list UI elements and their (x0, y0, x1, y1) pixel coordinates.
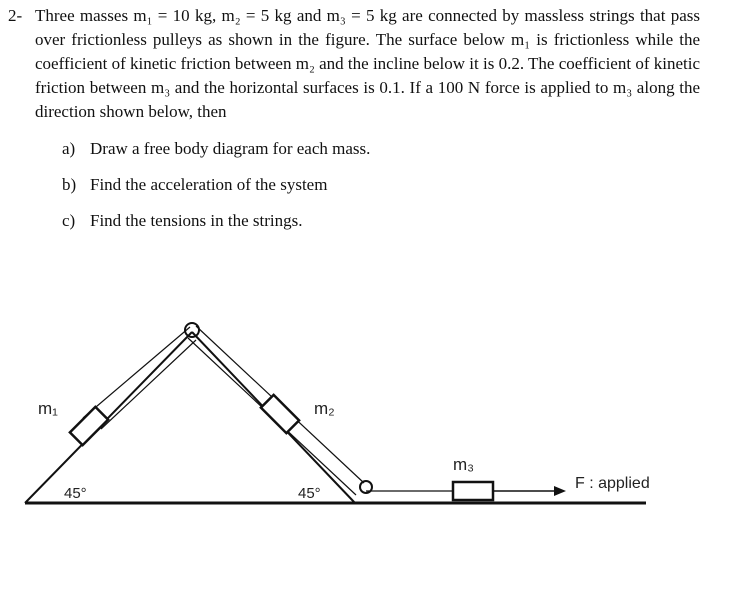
mass-3-block (453, 482, 493, 500)
sub-question-letter: c) (62, 211, 76, 230)
string-1-2b (101, 340, 196, 429)
force-arrowhead (554, 486, 566, 496)
mass-2-block (261, 395, 299, 433)
mass-3-label: m₃ (453, 455, 475, 474)
problem-text: Three masses m₁ = 10 kg, m₂ = 5 kg and m₃ = 5 kg are connected by massless strings that pass over frictionless pulleys as shown in the figure. The surface below m₁ is frictionless while the coefficient of kinetic friction between m₂ and the incline below it is 0.2. The coefficient of kinetic friction between m₃ and the horizontal surfaces is 0.1. If a 100 N force is applied to m₃ along the direction shown below, then (35, 6, 700, 121)
force-label: F : applied (575, 475, 650, 492)
sub-question-text: Draw a free body diagram for each mass. (90, 139, 371, 158)
mass-1-block (70, 407, 108, 445)
string-1-2a (83, 327, 190, 418)
mass-2-label: m₂ (314, 399, 335, 418)
sub-question-letter: b) (62, 175, 77, 194)
sub-question-letter: a) (62, 139, 76, 158)
angle-left-label: 45° (64, 485, 87, 502)
angle-right-label: 45° (298, 485, 321, 502)
mass-1-label: m₁ (38, 399, 58, 418)
problem-number: 2- (8, 6, 23, 25)
sub-question-text: Find the acceleration of the system (90, 175, 328, 194)
sub-question-text: Find the tensions in the strings. (90, 211, 303, 230)
